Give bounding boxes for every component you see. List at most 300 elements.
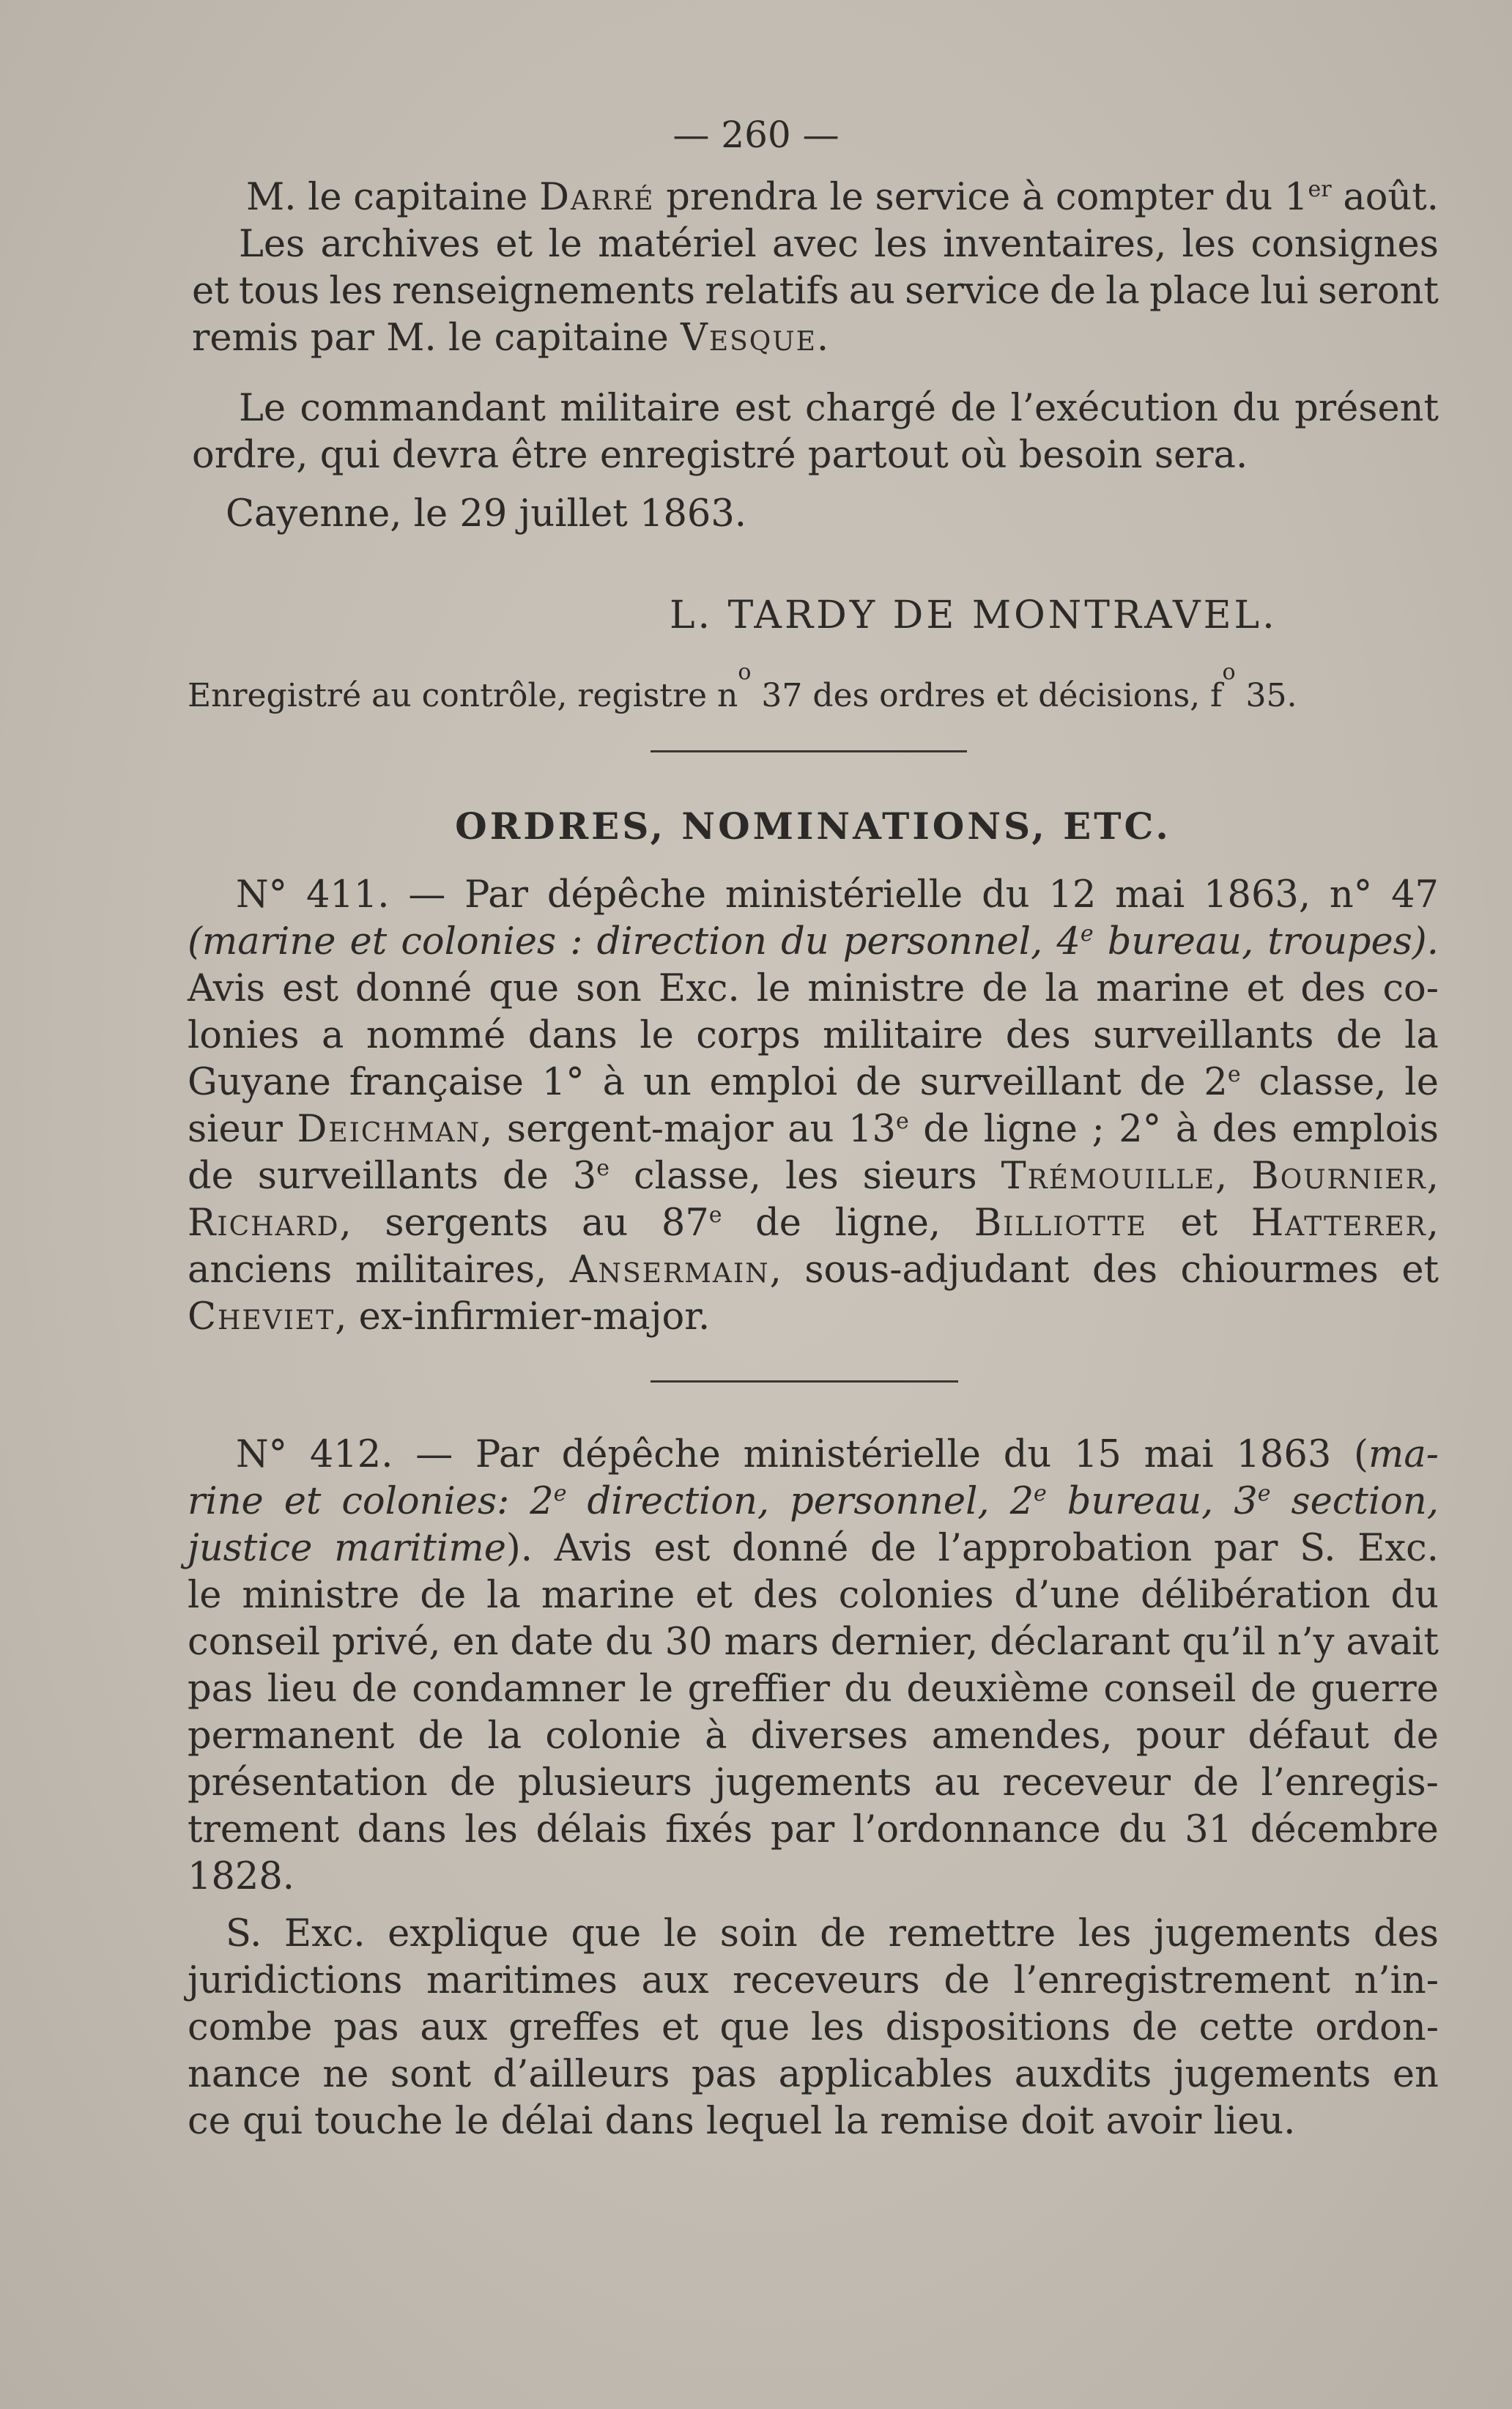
text-segment: 2° <box>1119 1108 1162 1151</box>
text-segment: est <box>653 1527 711 1570</box>
text-segment: ma- <box>1368 1433 1439 1476</box>
text-segment: chargé <box>804 387 936 430</box>
word <box>982 872 1030 919</box>
word <box>974 1200 1147 1247</box>
text-segment: les <box>785 1155 839 1198</box>
word <box>1108 919 1254 966</box>
text-segment: Darré <box>539 176 655 219</box>
text-segment: sieurs <box>862 1155 977 1198</box>
text-segment: e <box>596 1155 610 1181</box>
text-segment: tous <box>238 270 320 313</box>
word <box>415 1432 453 1479</box>
word <box>385 1200 548 1247</box>
text-segment: seront <box>1318 270 1439 313</box>
text-line <box>188 221 1439 268</box>
text-segment: le <box>548 223 582 266</box>
text-segment: 2 <box>530 1480 554 1523</box>
text-segment: Enregistré au contrôle, registre n <box>188 677 738 714</box>
text-segment: du <box>781 920 829 963</box>
text-segment: des <box>1005 1014 1071 1057</box>
text-segment: jugements <box>1153 1912 1352 1955</box>
word <box>751 1713 908 1760</box>
text-segment: sous-adjudant <box>804 1248 1070 1292</box>
word <box>188 1479 264 1525</box>
text-segment: de <box>982 967 1029 1010</box>
word <box>1357 1525 1439 1572</box>
text-segment: du <box>1003 1433 1052 1476</box>
word <box>1001 1153 1228 1200</box>
text-line <box>188 1294 1439 1341</box>
text-segment: surveillants <box>1093 1014 1314 1057</box>
text-segment: Ansermain <box>569 1248 770 1292</box>
text-segment: lieu <box>267 1668 338 1711</box>
word <box>1193 1760 1239 1807</box>
word <box>487 1713 522 1760</box>
word <box>807 966 965 1013</box>
word <box>297 1106 492 1153</box>
text-segment: de <box>1393 1714 1439 1758</box>
word <box>1267 919 1439 966</box>
text-segment: commandant <box>300 387 546 430</box>
text-segment: ministérielle <box>743 1433 981 1476</box>
text-segment: , <box>769 1248 782 1292</box>
word <box>1092 1106 1105 1153</box>
text-segment: maritime <box>334 1527 506 1570</box>
word <box>772 221 859 268</box>
text-segment: dans <box>527 1014 618 1057</box>
word <box>744 1432 981 1479</box>
word <box>755 1200 801 1247</box>
word <box>1022 174 1044 221</box>
word <box>785 1153 839 1200</box>
text-segment: conseil <box>1103 1668 1237 1711</box>
text-segment: classe, <box>633 1155 761 1198</box>
text-segment: donné <box>355 967 472 1010</box>
word <box>853 1807 1101 1854</box>
text-line <box>188 491 1439 538</box>
word <box>725 872 963 919</box>
word <box>306 872 390 919</box>
text-segment: anciens <box>188 1248 333 1292</box>
word <box>1336 1013 1382 1059</box>
word <box>665 1619 713 1666</box>
text-segment: plusieurs <box>518 1761 692 1805</box>
word <box>1154 1911 1352 1958</box>
text-segment: 30 <box>664 1621 713 1664</box>
text-segment: ligne, <box>834 1202 941 1245</box>
word <box>1374 1911 1439 1958</box>
word <box>420 2005 487 2051</box>
word <box>1261 1760 1438 1807</box>
text-segment: colonies: <box>341 1480 510 1523</box>
word <box>823 1013 983 1059</box>
word <box>1096 966 1229 1013</box>
word <box>779 2051 993 2098</box>
text-segment: de <box>820 1912 867 1955</box>
text-segment: le <box>829 176 864 219</box>
word <box>1291 1479 1439 1525</box>
text-line <box>188 268 1439 315</box>
word <box>1354 1432 1439 1479</box>
text-segment: d’une <box>1014 1574 1121 1617</box>
word <box>188 1013 300 1059</box>
text-line <box>188 1958 1439 2005</box>
text-segment: e <box>1034 1481 1047 1506</box>
word <box>1225 174 1273 221</box>
text-segment: condamner <box>412 1668 626 1711</box>
text-segment: ne <box>322 2053 369 2096</box>
text-segment: de <box>449 1761 496 1805</box>
text-segment: direction <box>596 920 768 963</box>
text-segment: co- <box>1382 967 1439 1010</box>
word <box>495 221 533 268</box>
text-segment: marine <box>541 1574 675 1617</box>
text-segment: août. <box>1343 176 1439 219</box>
text-segment: et <box>192 270 229 313</box>
word <box>1045 966 1079 1013</box>
word <box>1234 1479 1270 1525</box>
word <box>357 1807 447 1854</box>
text-segment: que <box>719 2006 790 2049</box>
word <box>692 2051 757 2098</box>
text-segment: 1828. <box>188 1855 295 1898</box>
word <box>1014 1958 1330 2005</box>
text-line <box>188 1911 1439 1958</box>
word <box>1236 1432 1331 1479</box>
word <box>188 1247 332 1294</box>
text-segment: e <box>708 1202 722 1228</box>
text-segment: le <box>639 1668 674 1711</box>
word <box>696 1013 800 1059</box>
word <box>982 966 1028 1013</box>
word <box>242 1572 399 1619</box>
text-segment: direction, <box>587 1480 770 1523</box>
text-segment: la <box>1045 967 1080 1010</box>
word <box>1404 1059 1439 1106</box>
word <box>412 1666 625 1713</box>
word <box>188 1200 352 1247</box>
text-segment: renseignements <box>392 270 696 313</box>
word <box>1119 1807 1167 1854</box>
word <box>284 1911 366 1958</box>
text-segment: du <box>1119 1808 1167 1851</box>
word <box>464 1807 518 1854</box>
text-line <box>188 1200 1439 1247</box>
word <box>938 1525 1193 1572</box>
text-segment: les <box>1182 223 1236 266</box>
word <box>542 1059 585 1106</box>
word <box>849 268 895 315</box>
text-segment: les <box>874 223 927 266</box>
word <box>1149 268 1250 315</box>
text-segment: l’ordonnance <box>852 1808 1101 1851</box>
word <box>332 1619 441 1666</box>
text-segment: à <box>602 1061 626 1104</box>
text-segment: n’in- <box>1354 1959 1439 2002</box>
text-segment: de <box>755 1202 801 1245</box>
word <box>1232 385 1281 432</box>
text-segment: avait <box>1346 1621 1439 1664</box>
text-segment: 411. <box>305 873 390 917</box>
text-segment: Avis <box>554 1527 632 1570</box>
word <box>598 221 757 268</box>
text-segment: Bournier <box>1251 1155 1427 1198</box>
text-segment: présent <box>1294 387 1439 430</box>
text-segment: applicables <box>778 2053 993 2096</box>
word <box>1404 1013 1439 1059</box>
word <box>1311 1666 1439 1713</box>
text-line <box>188 1854 1439 1901</box>
text-segment: , ex-infirmier-major. <box>335 1295 711 1339</box>
text-segment: relatifs <box>705 270 840 313</box>
word <box>582 1200 628 1247</box>
text-segment: du <box>1224 176 1273 219</box>
text-segment: dépêche <box>546 873 707 917</box>
word <box>322 2051 368 2098</box>
word <box>1093 1013 1313 1059</box>
text-segment: des <box>1300 967 1366 1010</box>
text-segment: des <box>1212 1108 1278 1151</box>
text-segment: archives <box>320 223 481 266</box>
word <box>1300 966 1365 1013</box>
text-line <box>188 2051 1439 2098</box>
text-segment: combe <box>188 2006 313 2049</box>
word <box>805 385 936 432</box>
word <box>710 1059 838 1106</box>
word <box>906 1666 1089 1713</box>
text-segment: de <box>418 1714 464 1758</box>
text-segment: 13 <box>848 1108 896 1151</box>
text-segment: et <box>661 2006 699 2049</box>
text-segment: 1 <box>1284 176 1308 219</box>
text-segment: la <box>1105 270 1140 313</box>
text-segment: sergent-major <box>506 1108 774 1151</box>
word <box>665 1807 752 1854</box>
word <box>1174 2051 1371 2098</box>
text-segment: jugements <box>1173 2053 1371 2096</box>
word <box>334 1525 533 1572</box>
word <box>1074 1432 1122 1479</box>
word <box>1212 1106 1278 1153</box>
word <box>518 1760 692 1807</box>
word <box>310 1432 393 1479</box>
word <box>355 966 472 1013</box>
text-segment: délais <box>536 1808 648 1851</box>
text-segment: (marine <box>188 920 336 963</box>
word <box>349 1059 524 1106</box>
word <box>464 872 528 919</box>
text-segment: emploi <box>709 1061 838 1104</box>
word <box>1010 385 1218 432</box>
text-segment: pour <box>1135 1714 1225 1758</box>
word <box>322 1013 344 1059</box>
text-segment: e <box>1227 1062 1241 1087</box>
word <box>1105 268 1140 315</box>
text-segment: trement <box>188 1808 339 1851</box>
text-segment: de <box>870 1527 916 1570</box>
word <box>1401 1247 1439 1294</box>
text-segment: chiourmes <box>1180 1248 1379 1292</box>
text-segment: en <box>1392 2053 1439 2096</box>
text-segment: Cayenne, le 29 juillet 1863. <box>226 492 747 536</box>
word <box>510 1619 593 1666</box>
text-segment: Deichman <box>297 1108 481 1151</box>
text-segment: du <box>605 1621 653 1664</box>
word <box>1278 1619 1335 1666</box>
text-segment: emplois <box>1292 1108 1439 1151</box>
word <box>1393 2051 1439 2098</box>
word <box>239 221 305 268</box>
word <box>188 1153 234 1200</box>
word <box>1393 1713 1439 1760</box>
word <box>246 174 296 221</box>
word <box>811 2005 864 2051</box>
text-segment: Exc. <box>1357 1527 1439 1570</box>
text-segment: privé, <box>332 1621 441 1664</box>
text-segment: consignes <box>1250 223 1439 266</box>
word <box>643 1059 692 1106</box>
text-segment: pas <box>691 2053 757 2096</box>
text-segment: e <box>895 1109 909 1134</box>
word <box>239 268 319 315</box>
word <box>1140 1059 1186 1106</box>
word <box>573 1153 609 1200</box>
word <box>905 268 1040 315</box>
text-segment: l’enregistrement <box>1013 1959 1330 2002</box>
text-segment: de <box>351 1668 398 1711</box>
text-segment: et <box>1180 1202 1218 1245</box>
word <box>308 174 342 221</box>
text-line <box>188 1666 1439 1713</box>
text-segment: ). <box>505 1527 533 1570</box>
text-segment: la <box>1404 1014 1439 1057</box>
word <box>640 1013 674 1059</box>
text-segment: de <box>855 1061 902 1104</box>
word <box>188 1807 339 1854</box>
text-segment: N° <box>236 1433 288 1476</box>
text-line <box>188 1619 1439 1666</box>
word <box>804 1247 1069 1294</box>
word <box>1050 268 1096 315</box>
text-segment: et <box>349 920 388 963</box>
text-segment: deuxième <box>906 1668 1089 1711</box>
text-segment: colonies <box>838 1574 994 1617</box>
text-segment: Les <box>239 223 305 266</box>
text-segment: corps <box>696 1014 801 1057</box>
text-segment: Le <box>239 387 286 430</box>
text-segment: le <box>640 1014 674 1057</box>
text-segment: ORDRES, NOMINATIONS, ETC. <box>455 804 1171 848</box>
word <box>829 174 864 221</box>
text-segment: aux <box>420 2006 488 2049</box>
text-line <box>188 2005 1439 2051</box>
text-segment: du <box>982 873 1030 917</box>
word <box>835 1200 941 1247</box>
word <box>839 1572 994 1619</box>
word <box>863 1153 977 1200</box>
word <box>408 872 445 919</box>
word <box>1300 1525 1335 1572</box>
text-segment: du <box>844 1668 892 1711</box>
text-segment: sont <box>390 2053 472 2096</box>
text-segment: est <box>734 387 791 430</box>
text-segment: date <box>510 1621 594 1664</box>
text-segment: receveur <box>1002 1761 1171 1805</box>
word <box>1015 2051 1152 2098</box>
word <box>341 1479 509 1525</box>
text-segment: la <box>486 1574 521 1617</box>
text-segment: le <box>663 1912 698 1955</box>
word <box>426 1958 618 2005</box>
word <box>236 872 287 919</box>
word <box>320 221 480 268</box>
text-segment: de <box>1193 1761 1239 1805</box>
word <box>388 1911 549 1958</box>
text-segment: militaire <box>823 1014 984 1057</box>
word <box>333 2005 399 2051</box>
word <box>724 1619 818 1666</box>
text-line <box>188 315 1439 362</box>
text-segment: de <box>1131 2006 1178 2049</box>
text-segment: décembre <box>1250 1808 1439 1851</box>
text-segment: dans <box>357 1808 447 1851</box>
word <box>1250 1666 1297 1713</box>
word <box>642 1958 709 2005</box>
text-segment: dispositions <box>885 2006 1111 2049</box>
word <box>1204 872 1311 919</box>
word <box>1056 174 1213 221</box>
word <box>771 1807 834 1854</box>
word <box>188 2005 312 2051</box>
word <box>188 1619 320 1666</box>
text-segment: remettre <box>888 1912 1056 1955</box>
text-line <box>188 592 1439 639</box>
word <box>653 1525 710 1572</box>
text-segment: la <box>487 1714 522 1758</box>
text-segment: 4 <box>1056 920 1081 963</box>
text-segment: 1863, <box>1204 873 1311 917</box>
text-line <box>188 385 1439 432</box>
word <box>662 1200 722 1247</box>
text-segment: n’y <box>1277 1621 1335 1664</box>
text-segment: de <box>1050 270 1096 313</box>
text-segment: , <box>1426 1202 1439 1245</box>
word <box>453 1619 499 1666</box>
word <box>597 919 767 966</box>
text-line <box>188 1713 1439 1760</box>
text-segment: et <box>495 223 533 266</box>
text-segment: Avis <box>188 967 266 1010</box>
word <box>536 1807 647 1854</box>
text-segment: et <box>695 1574 733 1617</box>
word <box>188 966 265 1013</box>
text-segment: personnel, <box>842 920 1043 963</box>
word <box>226 1911 262 1958</box>
word <box>790 1479 989 1525</box>
word <box>844 1666 892 1713</box>
text-line <box>188 1432 1439 1479</box>
word <box>1014 1572 1120 1619</box>
text-segment: présentation <box>188 1761 428 1805</box>
text-segment: e <box>553 1481 567 1506</box>
word <box>486 1572 521 1619</box>
word <box>1315 2005 1439 2051</box>
text-segment: prendra <box>666 176 818 219</box>
word <box>489 966 559 1013</box>
text-segment: militaire <box>560 387 721 430</box>
text-segment: est <box>282 967 338 1010</box>
text-segment: le <box>308 176 342 219</box>
